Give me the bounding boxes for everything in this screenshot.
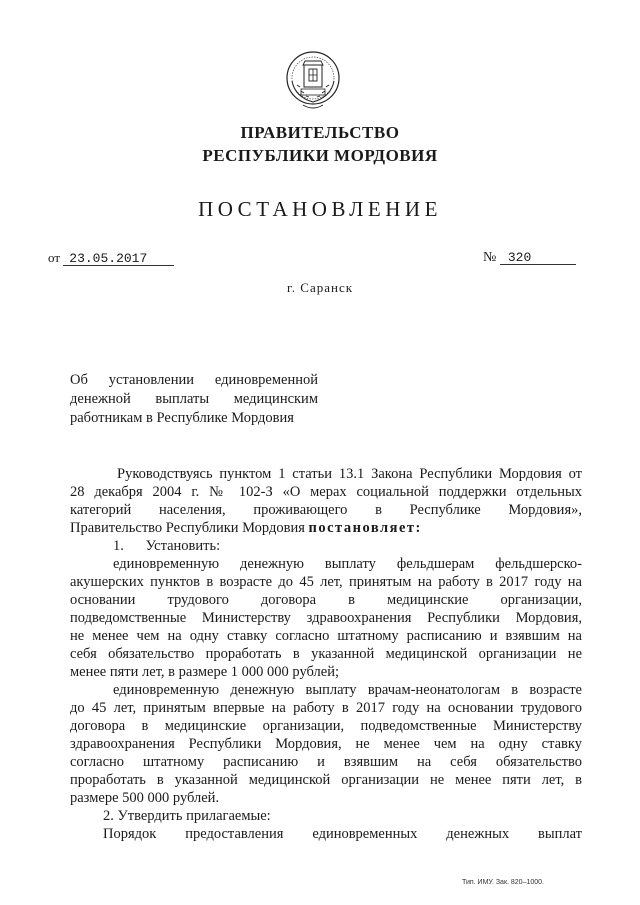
body-line: основании трудового договора в медицинские организации, — [70, 592, 582, 608]
date-prefix: от — [48, 250, 61, 265]
subject-line: работникам в Республике Мордовия — [70, 410, 294, 426]
item1-number: 1. — [113, 538, 124, 554]
body-line: акушерских пунктов в возрасте до 45 лет, принятым на работу в 2017 году на — [70, 574, 582, 590]
subject-line: денежной выплаты медицинским — [70, 391, 318, 407]
city-line: г. Саранск — [286, 280, 354, 295]
government-title-line2: РЕСПУБЛИКИ МОРДОВИЯ — [202, 146, 438, 165]
body-line: до 45 лет, принятым впервые на работу в 2017 году на основании трудового — [70, 700, 582, 716]
body-line: договора в медицинские организации, подведомственные Министерству — [70, 718, 582, 734]
item1-label: Установить: — [145, 538, 221, 554]
number-value: 320 — [500, 251, 576, 265]
body-line: не менее чем на одну ставку согласно штатному расписанию и взявшим на — [70, 628, 582, 644]
item1-line — [70, 537, 582, 555]
resolves-word: постановляет: — [308, 520, 422, 536]
number-prefix: № — [483, 250, 497, 265]
coat-of-arms-emblem — [283, 47, 343, 113]
body-line: 28 декабря 2004 г. № 102-З «О мерах социальной поддержки отдельных — [70, 484, 582, 500]
document-type-title: ПОСТАНОВЛЕНИЕ — [198, 197, 442, 221]
body-line: единовременную денежную выплату фельдшерам фельдшерско- — [113, 556, 582, 572]
body-line: категорий населения, проживающего в Республике Мордовия», — [70, 502, 582, 518]
date-value: 23.05.2017 — [63, 252, 174, 266]
body-line: себя обязательство проработать в указанной медицинской организации не — [70, 646, 582, 662]
government-title-line1: ПРАВИТЕЛЬСТВО — [240, 123, 400, 142]
body-line: согласно штатному расписанию и взявшим на себя обязательство — [70, 754, 582, 770]
body-line — [70, 519, 582, 537]
body-line: проработать в указанной медицинской организации не менее пяти лет, в — [70, 772, 582, 788]
subject-line: Об установлении единовременной — [70, 372, 318, 388]
government-name: Правительство Республики Мордовия — [70, 520, 305, 536]
body-line: подведомственные Министерству здравоохранения Республики Мордовия, — [70, 610, 582, 626]
date-field — [48, 250, 174, 266]
body-line: единовременную денежную выплату врачам-неонатологам в возрасте — [113, 682, 582, 698]
body-line: здравоохранения Республики Мордовия, не менее чем на одну ставку — [70, 736, 582, 752]
body-line: Руководствуясь пунктом 1 статьи 13.1 Закона Республики Мордовия от — [117, 466, 582, 482]
print-mark: Тип. ИМУ. Зак. 820–1000. — [462, 879, 544, 886]
body-line: Порядок предоставления единовременных денежных выплат — [103, 826, 582, 842]
body-line: размере 500 000 рублей. — [70, 790, 220, 806]
number-field — [483, 250, 576, 266]
item2-line: 2. Утвердить прилагаемые: — [103, 808, 271, 824]
document-body — [70, 465, 582, 843]
body-line: менее пяти лет, в размере 1 000 000 рублей; — [70, 664, 340, 680]
document-subject — [70, 371, 318, 428]
